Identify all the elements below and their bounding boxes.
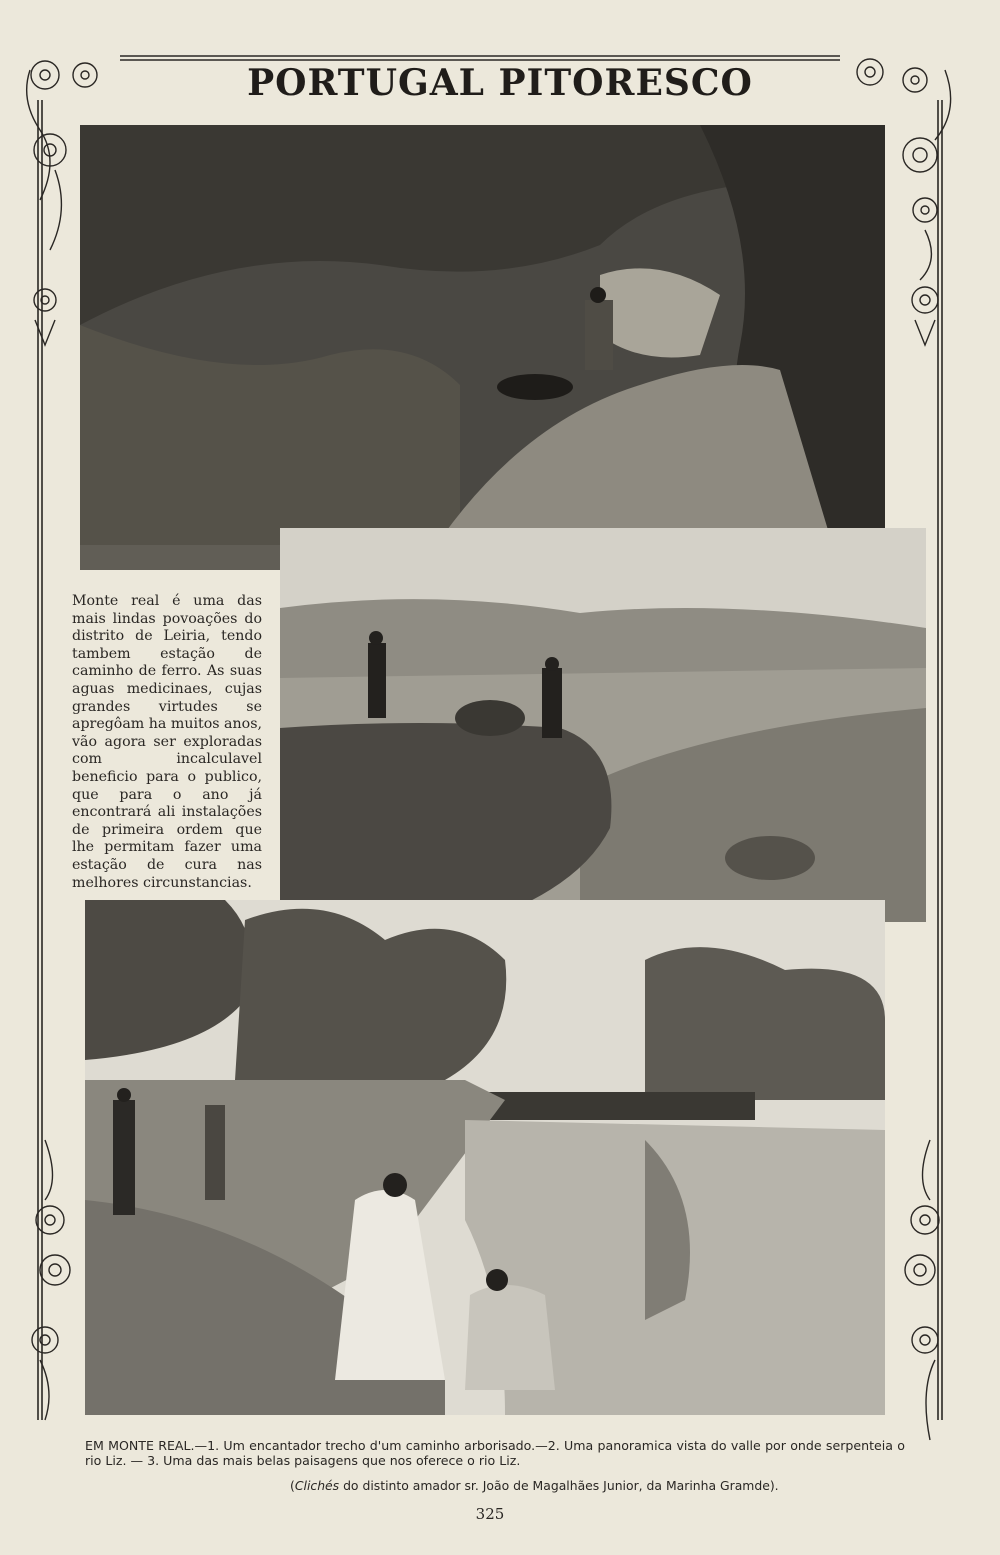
credit-text: do distinto amador sr. João de Magalhães Junior, da Marinha Gramde).	[339, 1478, 779, 1493]
photo-river-liz	[85, 900, 885, 1415]
floral-ornament-right-bottom	[905, 1140, 939, 1440]
credit-cliches: Clichés	[294, 1478, 340, 1493]
page-number: 325	[475, 1505, 505, 1523]
photo-tree-lined-path	[80, 125, 885, 570]
credit-open-paren: (	[290, 1478, 295, 1493]
article-text: Monte real é uma das mais lindas povoações do distrito de Leiria, tendo tambem estação de caminho de ferro. As suas aguas medicinaes, cujas grandes virtudes se apregôam ha muitos anos, vão agora ser exploradas com incalculavel beneficio para o publico, que para o ano já encontrará ali instalações de primeira ordem que lhe permitam fazer uma estação de cura nas melhores circunstancias.	[72, 593, 262, 891]
photo-valley-panorama	[280, 528, 926, 922]
photo-credit	[290, 1478, 890, 1493]
page-title: PORTUGAL PITORESCO	[247, 62, 753, 104]
photo-caption: EM MONTE REAL.—1. Um encantador trecho d'um caminho arborisado.—2. Uma panoramica vista do valle por onde serpenteia o rio Liz. — 3. Uma das mais belas paisagens que nos oferece o rio Liz.	[85, 1438, 905, 1468]
